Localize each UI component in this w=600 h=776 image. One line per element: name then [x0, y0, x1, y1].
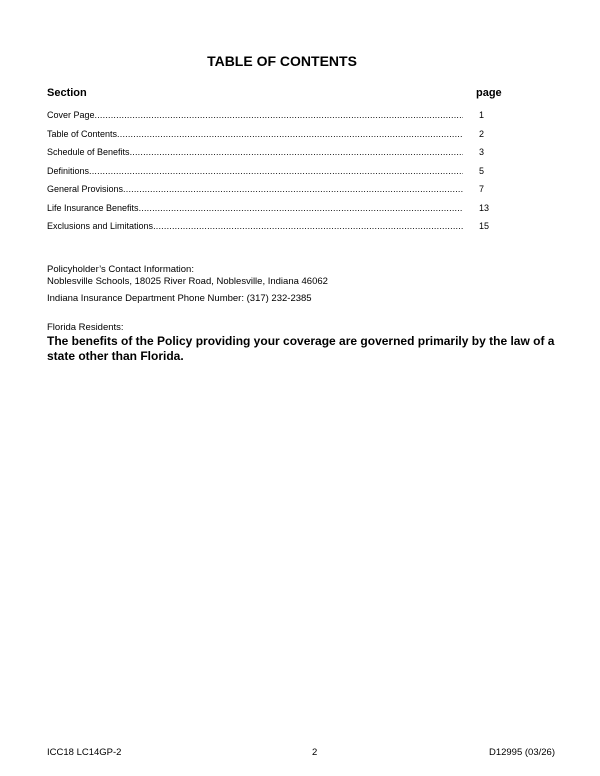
page-footer [47, 747, 555, 759]
toc-entry-label: Cover Page [47, 110, 95, 120]
insurance-department-phone: Indiana Insurance Department Phone Number: (317) 232-2385 [47, 293, 312, 304]
toc-entry-label: General Provisions [47, 184, 124, 194]
toc-entry-schedule-of-benefits [47, 147, 507, 166]
toc-entry-page: 7 [479, 184, 485, 194]
toc-entry-page: 3 [479, 147, 485, 157]
florida-residents-heading: Florida Residents: [47, 322, 124, 333]
toc-entry-label: Definitions [47, 165, 90, 176]
toc-entry-label: Schedule of Benefits [47, 147, 130, 157]
toc-entry-page: 13 [479, 202, 490, 213]
footer-document-code: D12995 (03/26) [488, 747, 555, 758]
toc-section-header: Section [47, 87, 87, 99]
toc-entry-page: 15 [479, 221, 490, 231]
toc-entry-label: Table of Contents [47, 128, 118, 139]
contact-info [47, 264, 328, 288]
toc-page-header: page [476, 87, 502, 99]
page-title: TABLE OF CONTENTS [207, 53, 357, 69]
toc-entry-label: Life Insurance Benefits [47, 202, 139, 213]
toc-entry-page: 2 [479, 128, 485, 139]
toc-entry-page: 5 [479, 165, 485, 176]
contact-address: Noblesville Schools, 18025 River Road, Noblesville, Indiana 46062 [47, 276, 328, 287]
toc-entry-page: 1 [479, 110, 485, 120]
toc-entry-cover-page [47, 110, 507, 129]
toc-entry-life-insurance-benefits [47, 203, 507, 222]
footer-form-number: ICC18 LC14GP-2 [47, 747, 122, 758]
florida-residents-notice: The benefits of the Policy providing your coverage are governed primarily by the law of a state other than Florida. [47, 334, 555, 363]
toc-entry-label: Exclusions and Limitations [47, 221, 154, 231]
toc-entry-exclusions-and-limitations [47, 221, 507, 240]
contact-heading: Policyholder’s Contact Information: [47, 264, 194, 275]
toc-list [47, 110, 507, 240]
toc-entry-general-provisions [47, 184, 507, 203]
footer-page-number: 2 [312, 747, 318, 758]
toc-entry-definitions [47, 166, 507, 185]
toc-entry-table-of-contents [47, 129, 507, 148]
